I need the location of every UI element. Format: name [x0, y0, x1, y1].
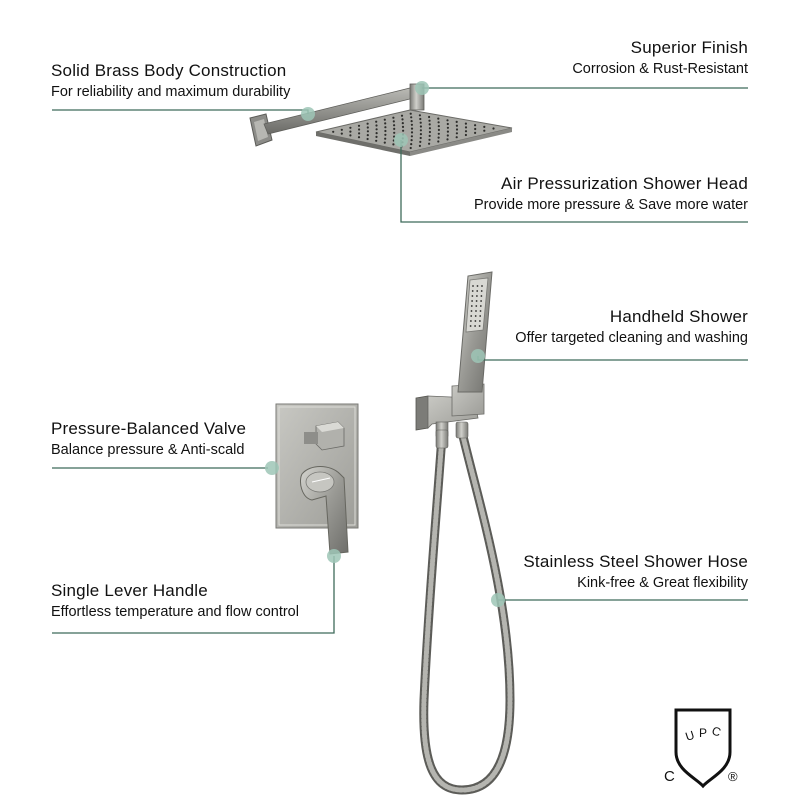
feature-finish: [572, 38, 748, 77]
feature-subtitle: For reliability and maximum durability: [51, 84, 291, 100]
upc-letter-u: U: [683, 727, 697, 744]
upc-csa-c-mark: C: [664, 768, 675, 785]
feature-hose: [523, 552, 748, 591]
feature-subtitle: Kink-free & Great flexibility: [577, 575, 748, 591]
feature-title: Superior Finish: [630, 38, 748, 57]
feature-subtitle: Offer targeted cleaning and washing: [515, 330, 748, 346]
feature-subtitle: Balance pressure & Anti-scald: [51, 442, 245, 458]
feature-title: Handheld Shower: [609, 307, 748, 326]
upc-registered-mark: ®: [728, 769, 738, 784]
feature-handheld: [515, 307, 748, 346]
feature-subtitle: Provide more pressure & Save more water: [474, 197, 748, 213]
feature-title: Stainless Steel Shower Hose: [523, 552, 748, 571]
feature-subtitle: Effortless temperature and flow control: [51, 604, 299, 620]
upc-letter-p: P: [699, 726, 708, 740]
feature-subtitle: Corrosion & Rust-Resistant: [572, 61, 748, 77]
feature-lever: [51, 581, 299, 620]
feature-title: Solid Brass Body Construction: [51, 61, 287, 80]
upc-letter-c: C: [710, 723, 723, 740]
rain-shower-head: [316, 110, 512, 156]
feature-title: Air Pressurization Shower Head: [501, 174, 748, 193]
feature-brass: [51, 61, 290, 100]
feature-title: Pressure-Balanced Valve: [51, 419, 247, 438]
feature-title: Single Lever Handle: [51, 581, 208, 600]
upc-certification-logo: [664, 710, 738, 786]
feature-showerhead: [474, 174, 748, 213]
feature-valve: [51, 419, 246, 458]
